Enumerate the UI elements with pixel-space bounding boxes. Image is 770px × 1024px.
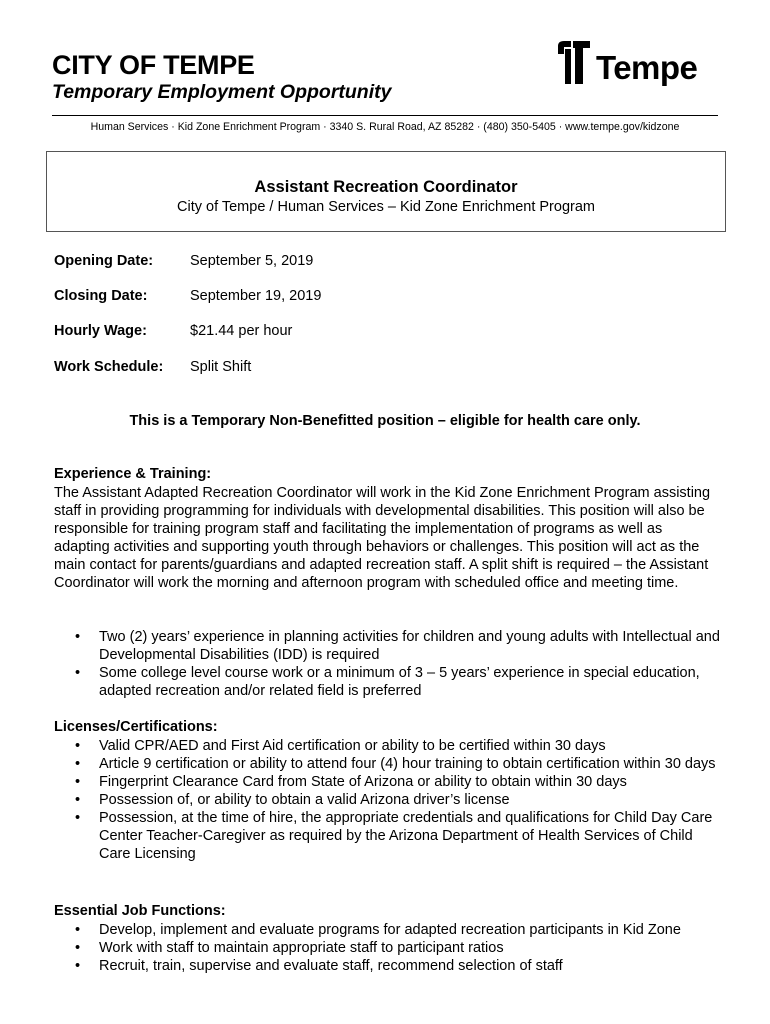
list-item: • Valid CPR/AED and First Aid certification or ability to be certified within 30 days [54,737,724,755]
list-item: • Develop, implement and evaluate programs for adapted recreation participants in Kid Zone [54,921,724,939]
list-item: • Article 9 certification or ability to attend four (4) hour training to obtain certification within 30 days [54,755,724,773]
licenses-heading: Licenses/Certifications: [54,719,218,735]
benefits-notice: This is a Temporary Non-Benefitted position – eligible for health care only. [129,413,641,429]
list-item: • Some college level course work or a minimum of 3 – 5 years’ experience in special education, adapted recreation and/or related field is preferred [54,664,724,700]
position-title: Assistant Recreation Coordinator [254,178,518,196]
opening-date-row [54,253,654,269]
contact-line: Human Services · Kid Zone Enrichment Program · 3340 S. Rural Road, AZ 85282 · (480) 350-5405 · www.tempe.gov/kidzone [90,121,680,133]
closing-date-row [54,288,654,304]
opening-date-value: September 5, 2019 [190,253,314,269]
functions-list [54,921,724,975]
experience-paragraph: The Assistant Adapted Recreation Coordinator will work in the Kid Zone Enrichment Program assisting staff in providing programming for individuals with developmental disabilities. This position will also be responsible for training program staff and facilitating the implementation of programs as well as adapting activities and supporting youth through behaviors or challenges. This position will act as the main contact for parents/guardians and adapted recreation staff. A split shift is required – the Assistant Coordinator will work the morning and afternoon program with scheduled office and meeting time. [54,485,711,591]
closing-date-value: September 19, 2019 [190,288,322,304]
licenses-list [54,737,724,863]
position-box [46,151,726,232]
work-schedule-value: Split Shift [190,359,252,375]
work-schedule-row [54,359,654,375]
experience-list [54,628,724,700]
list-item: • Possession of, or ability to obtain a valid Arizona driver’s license [54,791,724,809]
work-schedule-label: Work Schedule: [54,359,164,375]
header-divider [52,115,718,116]
experience-heading: Experience & Training: [54,466,212,482]
list-item: • Fingerprint Clearance Card from State of Arizona or ability to obtain within 30 days [54,773,724,791]
closing-date-label: Closing Date: [54,288,148,304]
list-item: • Two (2) years’ experience in planning activities for children and young adults with Intellectual and Developmental Disabilities (IDD) is required [54,628,724,664]
list-item: • Recruit, train, supervise and evaluate staff, recommend selection of staff [54,957,724,975]
tempe-logo-text: Tempe [596,49,698,86]
opening-date-label: Opening Date: [54,253,154,269]
hourly-wage-row [54,323,654,339]
functions-heading: Essential Job Functions: [54,903,226,919]
document-subtitle: Temporary Employment Opportunity [52,81,392,103]
list-item: • Possession, at the time of hire, the appropriate credentials and qualifications for Child Day Care Center Teacher-Caregiver as required by the Arizona Department of Health Services of Child Care Licensing [54,809,724,863]
hourly-wage-value: $21.44 per hour [190,323,293,339]
document-title: CITY OF TEMPE [52,50,255,80]
list-item: • Work with staff to maintain appropriate staff to participant ratios [54,939,724,957]
tempe-logo [556,40,721,90]
tempe-logo-mark-icon [556,40,592,86]
hourly-wage-label: Hourly Wage: [54,323,147,339]
position-department: City of Tempe / Human Services – Kid Zone Enrichment Program [177,199,595,215]
